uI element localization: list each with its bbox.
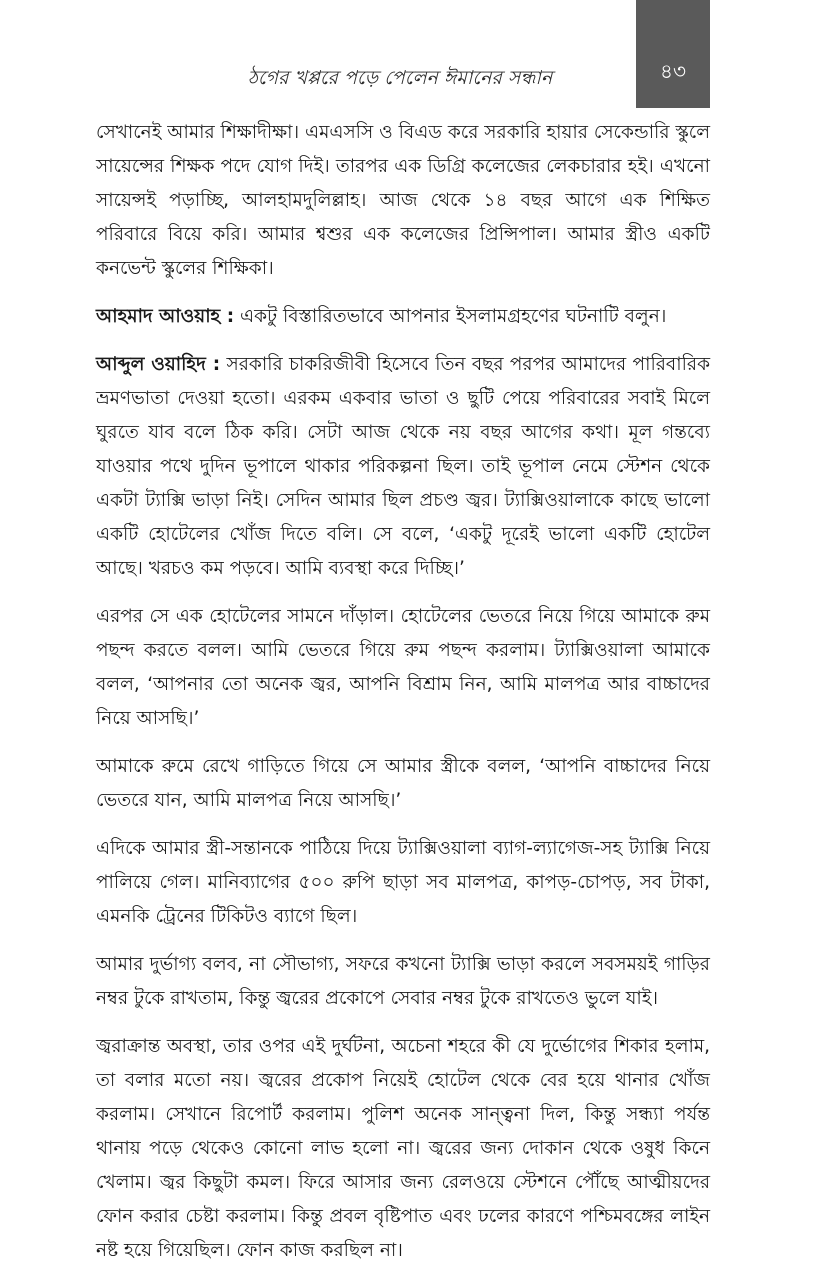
paragraph-text: জ্বরাক্রান্ত অবস্থা, তার ওপর এই দুর্ঘটনা, অচেনা শহরে কী যে দুর্ভোগের শিকার হলাম, তা বলার মতো নয়। জ্বরের প্রকোপ নিয়েই হোটেল থেকে বের হয়ে থানার খোঁজ করলাম। সেখানে রিপোর্ট করলাম। পুলিশ অনেক সান্ত্বনা দিল, কিন্তু সন্ধ্যা পর্যন্ত থানায় পড়ে থেকেও কোনো লাভ হলো না। জ্বরের জন্য দোকান থেকে ওষুধ কিনে খেলাম। জ্বর কিছুটা কমল। ফিরে আসার জন্য রেলওয়ে স্টেশনে পৌঁছে আত্মীয়দের ফোন করার চেষ্টা করলাম। কিন্তু প্রবল বৃষ্টিপাত এবং ঢলের কারণে পশ্চিমবঙ্গের লাইন নষ্ট হয়ে গিয়েছিল। ফোন কাজ করছিল না। xyxy=(96,1036,710,1261)
running-header-title: ঠগের খপ্পরে পড়ে পেলেন ঈমানের সন্ধান xyxy=(247,67,553,89)
paragraph-text: এদিকে আমার স্ত্রী-সন্তানকে পাঠিয়ে দিয়ে ট্যাক্সিওয়ালা ব্যাগ-ল্যাগেজ-সহ ট্যাক্সি নিয়ে পালিয়ে গেল। মানিব্যাগের ৫০০ রুপি ছাড়া সব মালপত্র, কাপড়-চোপড়, সব টাকা, এমনকি ট্রেনের টিকিটও ব্যাগে ছিল। xyxy=(96,838,710,927)
paragraph xyxy=(96,116,710,286)
paragraph-text: আমাকে রুমে রেখে গাড়িতে গিয়ে সে আমার স্ত্রীকে বলল, ‘আপনি বাচ্চাদের নিয়ে ভেতরে যান, আমি মালপত্র নিয়ে আসছি।’ xyxy=(96,756,710,811)
page-number-tab xyxy=(636,0,710,108)
speaker-label: আহমাদ আওয়াহ : xyxy=(96,306,235,327)
paragraph-text: একটু বিস্তারিতভাবে আপনার ইসলামগ্রহণের ঘটনাটি বলুন। xyxy=(234,306,667,327)
paragraph xyxy=(96,348,710,586)
paragraph-text: সেখানেই আমার শিক্ষাদীক্ষা। এমএসসি ও বিএড করে সরকারি হায়ার সেকেন্ডারি স্কুলে সায়েন্সের শিক্ষক পদে যোগ দিই। তারপর এক ডিগ্রি কলেজের লেকচারার হই। এখনো সায়েন্সই পড়াচ্ছি, আলহামদুলিল্লাহ। আজ থেকে ১৪ বছর আগে এক শিক্ষিত পরিবারে বিয়ে করি। আমার শ্বশুর এক কলেজের প্রিন্সিপাল। আমার স্ত্রীও একটি কনভেন্ট স্কুলের শিক্ষিকা। xyxy=(96,122,710,279)
paragraph-text: এরপর সে এক হোটেলের সামনে দাঁড়াল। হোটেলের ভেতরে নিয়ে গিয়ে আমাকে রুম পছন্দ করতে বলল। আমি ভেতরে গিয়ে রুম পছন্দ করলাম। ট্যাক্সিওয়ালা আমাকে বলল, ‘আপনার তো অনেক জ্বর, আপনি বিশ্রাম নিন, আমি মালপত্র আর বাচ্চাদের নিয়ে আসছি।’ xyxy=(96,606,710,729)
paragraph-text: সরকারি চাকরিজীবী হিসেবে তিন বছর পরপর আমাদের পারিবারিক ভ্রমণভাতা দেওয়া হতো। এরকম একবার ভাতা ও ছুটি পেয়ে পরিবারের সবাই মিলে ঘুরতে যাব বলে ঠিক করি। সেটা আজ থেকে নয় বছর আগের কথা। মূল গন্তব্যে যাওয়ার পথে দুদিন ভূপালে থাকার পরিকল্পনা ছিল। তাই ভূপাল নেমে স্টেশন থেকে একটা ট্যাক্সি ভাড়া নিই। সেদিন আমার ছিল প্রচণ্ড জ্বর। ট্যাক্সিওয়ালাকে কাছে ভালো একটি হোটেলের খোঁজ দিতে বলি। সে বলে, ‘একটু দূরেই ভালো একটি হোটেল আছে। খরচও কম পড়বে। আমি ব্যবস্থা করে দিচ্ছি।’ xyxy=(96,354,711,579)
page-number: ৪৩ xyxy=(660,59,686,83)
body-text xyxy=(96,116,710,1282)
paragraph-text: আমার দুর্ভাগ্য বলব, না সৌভাগ্য, সফরে কখনো ট্যাক্সি ভাড়া করলে সবসময়ই গাড়ির নম্বর টুকে রাখতাম, কিন্তু জ্বরের প্রকোপে সেবার নম্বর টুকে রাখতেও ভুলে যাই। xyxy=(96,954,710,1009)
speaker-label: আব্দুল ওয়াহিদ : xyxy=(96,354,221,375)
paragraph xyxy=(96,1030,710,1268)
paragraph xyxy=(96,750,710,818)
paragraph xyxy=(96,948,710,1016)
paragraph xyxy=(96,300,710,334)
paragraph xyxy=(96,832,710,934)
paragraph xyxy=(96,600,710,736)
